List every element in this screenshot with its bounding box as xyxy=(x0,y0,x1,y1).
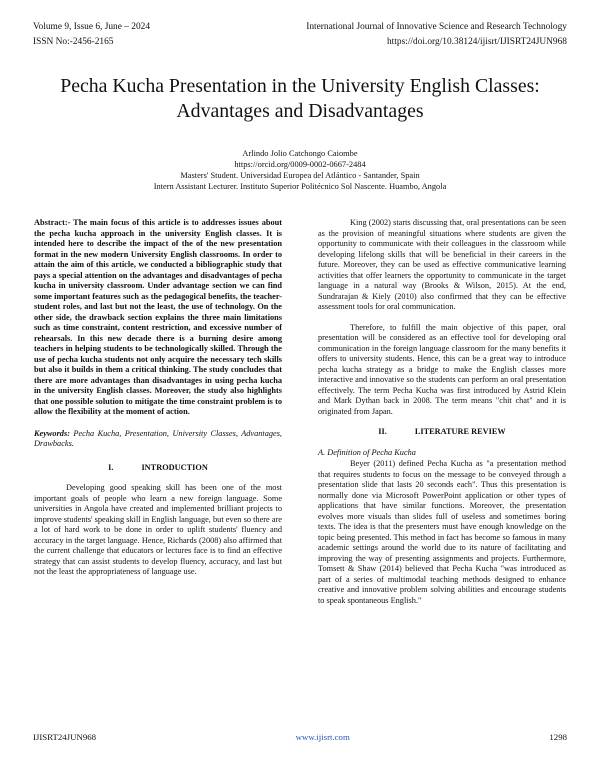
intro-paragraph-1: Developing good speaking skill has been one of the most important goals of people who learn a new foreign language. Some universities in Angola have created and implemented brilliant projects to improve students' speaking skill in English language, but even so there are a lot of hard work to be done in order to uplift students' fluency and accuracy in the target language. Hence, Richards (2008) also affirmed that the current challenge that educators or lectures face is to find an effective strategy that can assist students to develop fluency, accuracy, and last but not the least the appropriateness of language use. xyxy=(34,483,282,576)
subsection-heading: A. Definition of Pecha Kucha xyxy=(318,447,416,457)
keywords-text: Pecha Kucha, Presentation, University Classes, Advantages, Drawbacks. xyxy=(34,428,282,448)
paper-title: Pecha Kucha Presentation in the University English Classes: Advantages and Disadvantages xyxy=(60,75,540,122)
journal-site-link[interactable]: www.ijisrt.com xyxy=(295,732,350,742)
page-header xyxy=(33,20,567,50)
section-heading-introduction xyxy=(34,463,282,474)
section-heading-literature-review xyxy=(318,427,566,438)
section-title: INTRODUCTION xyxy=(141,462,208,472)
volume-info: Volume 9, Issue 6, June – 2024 xyxy=(33,22,151,32)
page-footer xyxy=(33,732,567,742)
right-paragraph-3: Beyer (2011) defined Pecha Kucha as "a presentation method that requires students to focus on the message to be conveyed through a presentation slide that lasts 20 seconds each". Thus this presentation is normally done via Microsoft PowerPoint application or other types of applications that have similar functions. Moreover, the presentation evolves more visuals than slides full of useless and sometimes boring texts. The idea is that the presenters must have enough knowledge on the topic being presented. This method in fact has become so famous in many academic settings around the world due to its nature of facilitating and improving the way of presenting assignments and projects. Furthermore, Tomsett & Shaw (2014) believed that Pecha Kucha "was introduced as part of a series of multimodal teaching methods designed to enhance creative and innovative problem solving abilities and encourage students to speak spontaneous English." xyxy=(318,459,566,605)
doi-link[interactable]: https://doi.org/10.38124/ijisrt/IJISRT24JUN968 xyxy=(386,37,567,47)
page-number: 1298 xyxy=(549,732,567,742)
right-paragraph-1: King (2002) starts discussing that, oral presentations can be seen as the provision of meaningful situations where students are given the opportunity to communicate with their colleagues in the classroom while developing lifelong skills that will be beneficial in their careers in the future. Moreover, they can be used as effective communicative learning activities that offer learners the opportunity to communicate in the target language in a natural way (Brooks & Wilson, 2015). At the end, Sundrarajan & Kiely (2010) also confirmed that they can be effective assessment tools for oral communication. xyxy=(318,218,566,311)
left-column xyxy=(34,218,282,588)
right-column xyxy=(318,218,566,616)
orcid-link[interactable]: https://orcid.org/0009-0002-0667-2484 xyxy=(234,160,366,169)
affiliation-1: Masters' Student. Universidad Europea del Atlántico - Santander, Spain xyxy=(180,171,420,180)
keywords xyxy=(34,429,282,450)
author-name: Arlindo Jolio Catchongo Caiombe xyxy=(242,149,358,158)
affiliation-2: Intern Assistant Lecturer. Instituto Superior Politécnico Sol Nascente. Huambo, Angola xyxy=(153,182,447,191)
journal-name: International Journal of Innovative Science and Research Technology xyxy=(306,22,567,32)
section-number: II. xyxy=(378,427,387,436)
issn: ISSN No:-2456-2165 xyxy=(33,37,114,47)
keywords-label: Keywords: xyxy=(34,428,70,438)
right-paragraph-2: Therefore, to fulfill the main objective of this paper, oral presentation will be considered as an effective tool for developing oral communication in the foreign language classroom for the many benefits it offers to university students. Hence, this can be a great way to introduce pecha kucha strategy as a bridge to make the English classes more interactive and innovative so the students can perform an oral presentation effectively. The term Pecha Kucha was first introduced by Astrid Klein and Mark Dythan back in 2008. The term means "chit chat" and it is originated from Japan. xyxy=(318,322,566,416)
paper-id: IJISRT24JUN968 xyxy=(33,732,97,742)
section-title: LITERATURE REVIEW xyxy=(414,427,506,436)
abstract: Abstract:- The main focus of this article is to addresses issues about the pecha kucha approach in the university English classes. It is intended here to describe the impact of the of the new presentation format in the new modern University English classrooms. In order to attain the aim of this article, we conducted a bibliographic study that pays a special attention on the advantages and disadvantages of pecha kucha in university classroom. Under advantage section we can find some important features such as the pedagogical benefits, the teacher-student roles, and last but not the least, the use of technology. On the other side, the drawback section explains the three main limitations such as time constraint, content restriction, and excessive number of rehearsals. In this new decade there is a burning desire among teachers in helping students to be technologically skilled. Through the use of pecha kucha students not only acquire the necessary tech skills but also it builds in them a critical thinking. The study concludes that there are more advantages than disadvantages in using pecha kucha in the university English classes. Moreover, the study also highlights that one possible solution to mitigate the time constraint problem is to allow the flexibility at the moment of action. xyxy=(34,218,282,416)
author-block xyxy=(40,148,560,192)
section-number: I. xyxy=(108,462,114,472)
